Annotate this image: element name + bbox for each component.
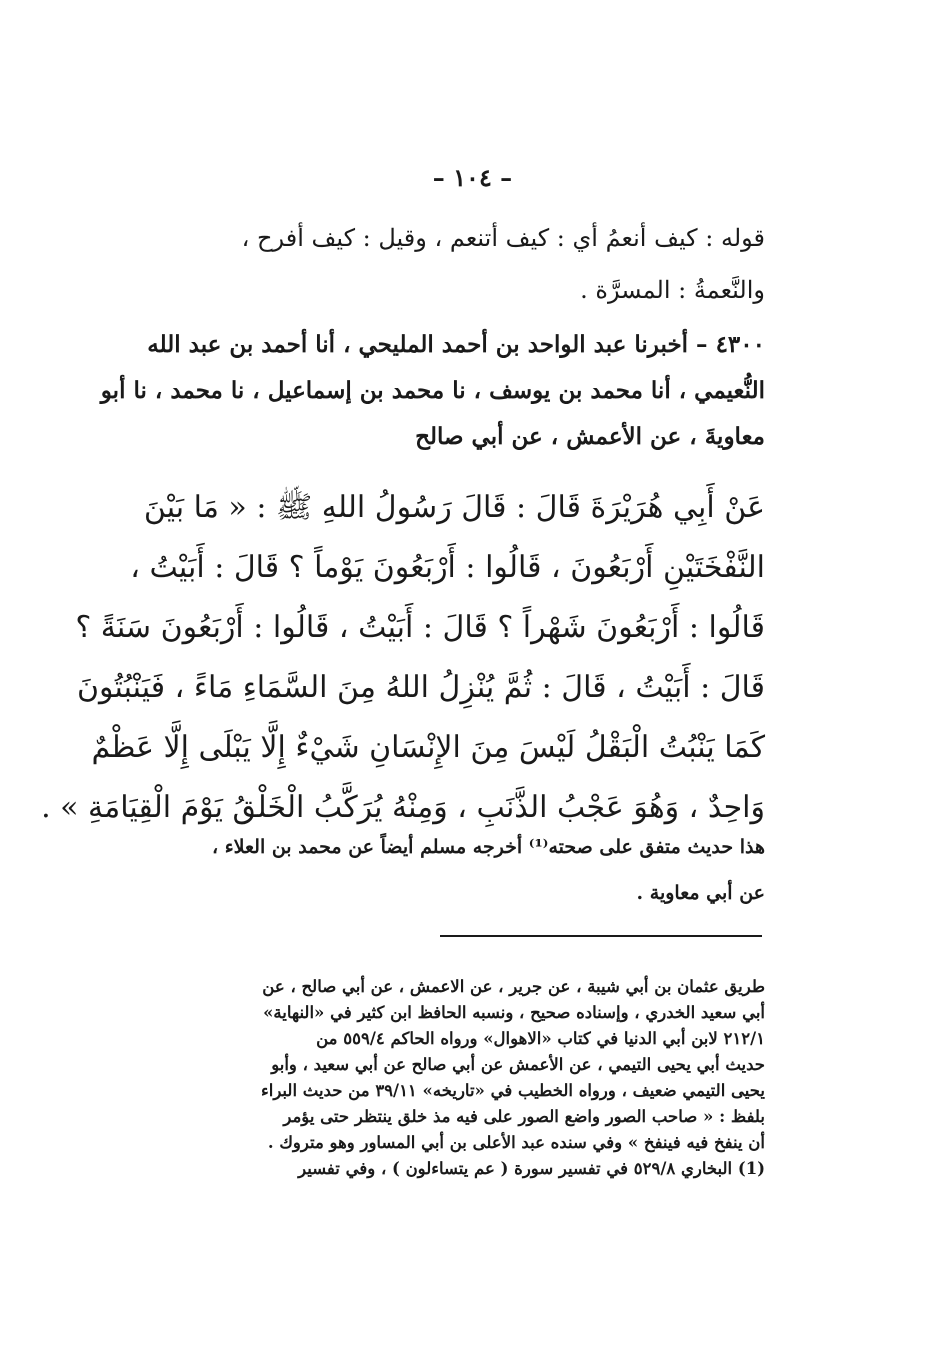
footnote-line: ٢١٢/١ لابن أبي الدنيا في كتاب «الاهوال» ورواه الحاكم ٥٥٩/٤ من [316, 1029, 765, 1048]
text-line: قَالَ : أَبَيْتُ ، قَالَ : ثُمَّ يُنْزِلُ اللهُ مِنَ السَّمَاءِ مَاءً ، فَيَنْبُتُونَ [77, 670, 765, 705]
text-line: قوله : كيف أنعمُ أي : كيف أتنعم ، وقيل : كيف أفرح ، [241, 224, 765, 252]
footnote-line: أن ينفخ فيه فينفخ » وفي سنده عبد الأعلى بن أبي المساور وهو متروك . [267, 1133, 765, 1152]
authentication-note [115, 824, 765, 916]
footnote-separator [440, 935, 762, 937]
text-line: قَالُوا : أَرْبَعُونَ شَهْراً ؟ قَالَ : أَبَيْتُ ، قَالُوا : أَرْبَعُونَ سَنَةً ؟ [75, 610, 765, 645]
text-line: والنَّعمةُ : المسرَّة . [580, 276, 765, 304]
footnote-line: (1) البخاري ٥٢٩/٨ في تفسير سورة ( عم يتساءلون ) ، وفي تفسير [298, 1159, 765, 1178]
text-line: هذا حديث متفق على صحته⁽¹⁾ أخرجه مسلم أيضاً عن محمد بن العلاء ، [211, 836, 765, 858]
text-line: كَمَا يَنْبُتُ الْبَقْلُ لَيْسَ مِنَ الإِنْسَانِ شَيْءٌ إِلَّا يَبْلَى إِلَّا عَظْمٌ [91, 730, 765, 765]
text-line: معاويةَ ، عن الأعمش ، عن أبي صالح [415, 423, 765, 450]
text-line: وَاحِدٌ ، وَهُوَ عَجْبُ الذَّنَبِ ، وَمِنْهُ يُرَكَّبُ الْخَلْقُ يَوْمَ الْقِيَامَةِ » . [41, 790, 765, 825]
text-line: النُّعيمي ، أنا محمد بن يوسف ، نا محمد بن إسماعيل ، نا محمد ، نا أبو [100, 377, 765, 404]
isnad-chain [100, 322, 765, 460]
footnotes [115, 974, 765, 1182]
page-number: – ١٠٤ – [432, 163, 513, 192]
footnote-line: يحيى التيمي ضعيف ، ورواه الخطيب في «تاريخه» ٣٩/١١ من حديث البراء [260, 1081, 765, 1100]
footnote-line: بلفظ : « صاحب الصور واضع الصور على فيه مذ خلق ينتظر حتى يؤمر [283, 1107, 765, 1126]
hadith-text [41, 478, 765, 838]
footnote-line: حديث أبي يحيى التيمي ، عن الأعمش عن أبي صالح عن أبي سعيد ، وأبو [271, 1055, 765, 1074]
text-line: ٤٣٠٠ – أخبرنا عبد الواحد بن أحمد المليحي ، أنا أحمد بن عبد الله [147, 331, 765, 358]
text-line: عن أبي معاوية . [636, 882, 765, 904]
text-line: النَّفْخَتَيْنِ أَرْبَعُونَ ، قَالُوا : أَرْبَعُونَ يَوْماً ؟ قَالَ : أَبَيْتُ ، [130, 550, 765, 585]
footnote-line: أبي سعيد الخدري ، وإسناده صحيح ، ونسبه الحافظ ابن كثير في «النهاية» [263, 1003, 765, 1022]
text-line: عَنْ أَبِي هُرَيْرَةَ قَالَ : قَالَ رَسُولُ اللهِ ﷺ : « مَا بَيْنَ [143, 490, 765, 525]
footnote-line: طريق عثمان بن أبي شيبة ، عن جرير ، عن الاعمش ، عن أبي صالح ، عن [262, 977, 765, 996]
intro-paragraph [115, 212, 765, 316]
